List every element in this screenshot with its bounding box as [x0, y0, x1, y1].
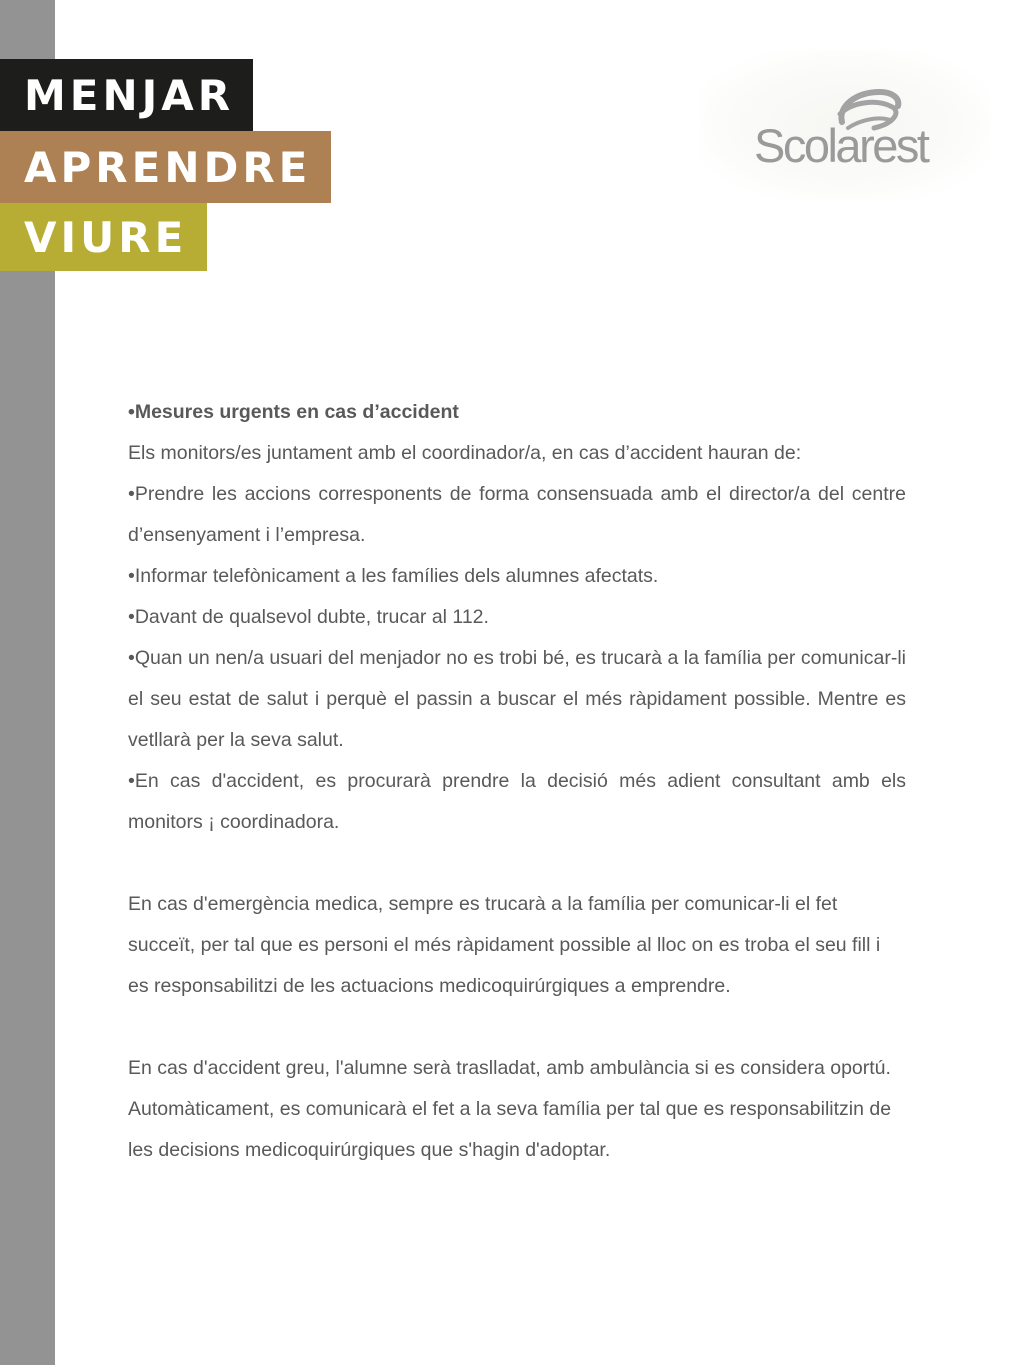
intro-text: Els monitors/es juntament amb el coordinador/a, en cas d’accident hauran de: [128, 442, 802, 464]
spacer [128, 1007, 906, 1048]
brand-viure-text: VIURE [24, 212, 188, 262]
bullet-item: •Informar telefònicament a les famílies dels alumnes afectats. [128, 565, 659, 587]
main-content [128, 392, 906, 1171]
bullet-item: •Prendre les accions corresponents de forma consensuada amb el director/a del centre d’ensenyament i l’empresa. [128, 483, 906, 546]
scolarest-logo [752, 84, 932, 174]
bullet-item: •Quan un nen/a usuari del menjador no es trobi bé, es trucarà a la família per comunicar-li el seu estat de salut i perquè el passin a buscar el més ràpidament possible. Mentre es vetllarà per la seva salut. [128, 647, 906, 751]
serious-accident-paragraph: En cas d'accident greu, l'alumne serà traslladat, amb ambulància si es considera oportú. Automàticament, es comunicarà el fet a la seva família per tal que es responsabilitzin de les decisions medicoquirúrgiques que s'hagin d'adoptar. [128, 1057, 892, 1161]
bullet-item: •En cas d'accident, es procurarà prendre la decisió més adient consultant amb els monitors ¡ coordinadora. [128, 770, 906, 833]
brand-aprendre [0, 131, 331, 203]
spacer [128, 843, 906, 884]
brand-menjar-text: MENJAR [24, 70, 235, 120]
logo-wordmark: Scolarest [754, 119, 928, 172]
brand-viure [0, 203, 207, 271]
emergency-paragraph: En cas d'emergència medica, sempre es trucarà a la família per comunicar-li el fet succeït, per tal que es personi el més ràpidament possible al lloc on es troba el seu fill i es responsabilitzi de les actuacions medicoquirúrgiques a emprendre. [128, 893, 881, 997]
brand-aprendre-text: APRENDRE [24, 142, 312, 192]
bullet-item: •Davant de qualsevol dubte, trucar al 112. [128, 606, 489, 628]
section-heading: •Mesures urgents en cas d’accident [128, 401, 459, 423]
brand-menjar [0, 59, 253, 131]
